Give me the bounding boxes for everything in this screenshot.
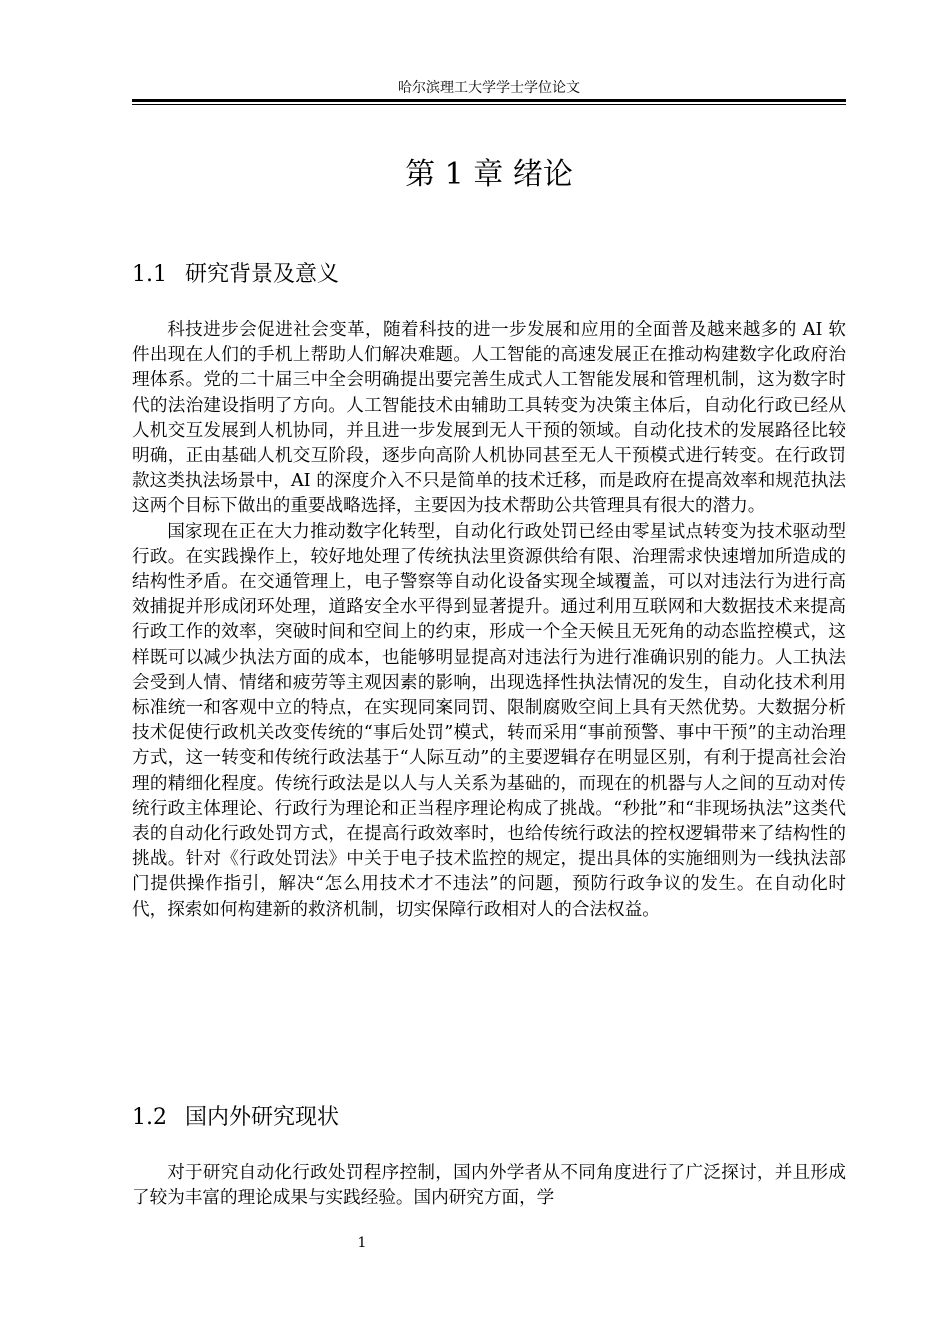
chapter-title: 第 1 章 绪论: [405, 157, 573, 192]
section-1-1-body: [132, 318, 846, 923]
section-number: 1.2: [132, 1105, 167, 1130]
running-header: 哈尔滨理工大学学士学位论文: [398, 80, 580, 96]
header-rule-thick: [132, 99, 846, 102]
section-1-2-body: [132, 1161, 846, 1211]
paragraph: 对于研究自动化行政处罚程序控制，国内外学者从不同角度进行了广泛探讨，并且形成了较为丰富的理论成果与实践经验。国内研究方面，学: [132, 1163, 846, 1209]
section-heading-1-1: [132, 260, 846, 290]
section-number: 1.1: [132, 262, 167, 287]
paragraph: 国家现在正在大力推动数字化转型，自动化行政处罚已经由零星试点转变为技术驱动型行政。在实践操作上，较好地处理了传统执法里资源供给有限、治理需求快速增加所造成的结构性矛盾。在交通管理上，电子警察等自动化设备实现全域覆盖，可以对违法行为进行高效捕捉并形成闭环处理，道路安全水平得到显著提升。通过利用互联网和大数据技术来提高行政工作的效率，突破时间和空间上的约束，形成一个全天候且无死角的动态监控模式，这样既可以减少执法方面的成本，也能够明显提高对违法行为进行准确识别的能力。人工执法会受到人情、情绪和疲劳等主观因素的影响，出现选择性执法情况的发生，自动化技术利用标准统一和客观中立的特点，在实现同案同罚、限制腐败空间上具有天然优势。大数据分析技术促使行政机关改变传统的“事后处罚”模式，转而采用“事前预警、事中干预”的主动治理方式，这一转变和传统行政法基于“人际互动”的主要逻辑存在明显区别，有利于提高社会治理的精细化程度。传统行政法是以人与人关系为基础的，而现在的机器与人之间的互动对传统行政主体理论、行政行为理论和正当程序理论构成了挑战。“秒批”和“非现场执法”这类代表的自动化行政处罚方式，在提高行政效率时，也给传统行政法的控权逻辑带来了结构性的挑战。针对《行政处罚法》中关于电子技术监控的规定，提出具体的实施细则为一线执法部门提供操作指引，解决“怎么用技术才不违法”的问题，预防行政争议的发生。在自动化时代，探索如何构建新的救济机制，切实保障行政相对人的合法权益。: [132, 521, 846, 920]
section-title: 研究背景及意义: [185, 262, 340, 287]
header-rule-thin: [132, 104, 846, 105]
paragraph: 科技进步会促进社会变革，随着科技的进一步发展和应用的全面普及越来越多的 AI 软件出现在人们的手机上帮助人们解决难题。人工智能的高速发展正在推动构建数字化政府治理体系。党的二十届三中全会明确提出要完善生成式人工智能发展和管理机制，这为数字时代的法治建设指明了方向。人工智能技术由辅助工具转变为决策主体后，自动化行政已经从人机交互发展到人机协同，并且进一步发展到无人干预的领域。自动化技术的发展路径比较明确，正由基础人机交互阶段，逐步向高阶人机协同甚至无人干预模式进行转变。在行政罚款这类执法场景中，AI 的深度介入不只是简单的技术迁移，而是政府在提高效率和规范执法这两个目标下做出的重要战略选择，主要因为技术帮助公共管理具有很大的潜力。: [132, 320, 846, 517]
page-number: 1: [357, 1235, 367, 1251]
section-heading-1-2: [132, 1103, 846, 1133]
section-title: 国内外研究现状: [185, 1105, 340, 1130]
